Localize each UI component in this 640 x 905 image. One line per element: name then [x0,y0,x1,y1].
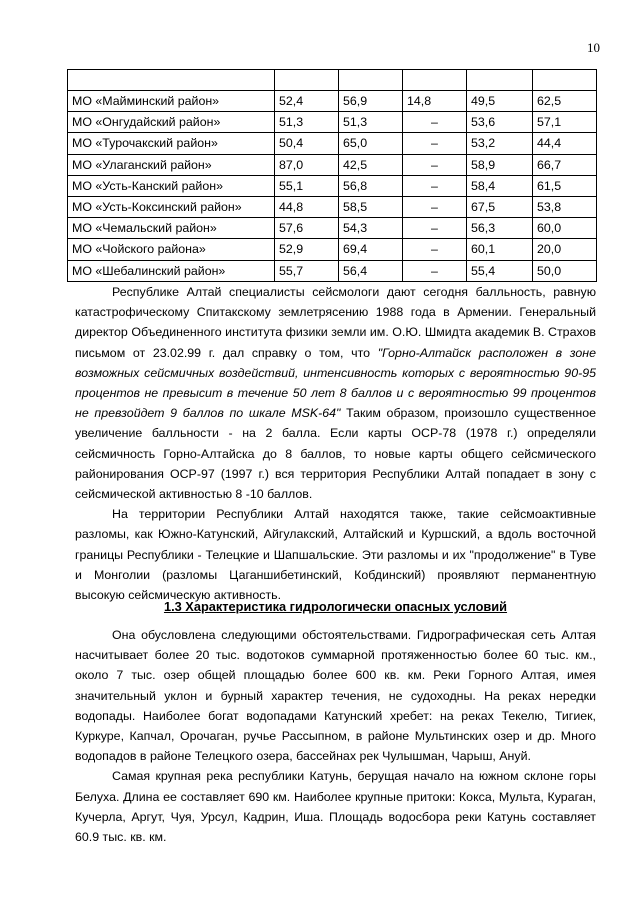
table-row [68,91,597,112]
header-cell [403,70,467,91]
value-cell: 44,8 [275,196,339,217]
value-cell: – [403,260,467,281]
value-cell: 44,4 [533,133,597,154]
table-row [68,218,597,239]
value-cell: 55,1 [275,175,339,196]
value-cell: 49,5 [467,91,533,112]
value-cell: – [403,196,467,217]
value-cell: 58,4 [467,175,533,196]
table-row [68,175,597,196]
value-cell: 55,4 [467,260,533,281]
district-name-cell: МО «Майминский район» [68,91,275,112]
paragraph-katun-river: Самая крупная река республики Катунь, берущая начало на южном склоне горы Белуха. Длина ее составляет 690 км. Наиболее крупные притоки: Кокса, Мульта, Кураган, Кучерла, Аргут, Чуя, Урсул, Кадрин, Иша. Площадь водосбора реки Катунь составляет 60.9 тыс. кв. км. [75,769,596,845]
district-name-cell: МО «Улаганский район» [68,154,275,175]
page-number: 10 [587,40,600,55]
value-cell: 51,3 [275,112,339,133]
value-cell: 53,8 [533,196,597,217]
value-cell: – [403,239,467,260]
header-cell [339,70,403,91]
value-cell: 57,1 [533,112,597,133]
seismic-section-text [75,282,596,605]
header-cell [533,70,597,91]
table-row [68,260,597,281]
district-name-cell: МО «Шебалинский район» [68,260,275,281]
value-cell: 69,4 [339,239,403,260]
paragraph-text: Таким образом, произошло существенное увеличение балльности - на 2 балла. Если карты ОСР-78 (1978 г.) определяли сейсмичность Горно-Алтайска до 8 баллов, то новые карты общего сейсмического районирования ОСР-97 (1997 г.) вся территория Республики Алтай попадает в зону с сейсмической активностью 8 -10 баллов. [75,406,596,502]
table-row [68,154,597,175]
district-name-cell: МО «Чемальский район» [68,218,275,239]
value-cell: – [403,175,467,196]
paragraph-hydrographic-network: Она обусловлена следующими обстоятельствами. Гидрографическая сеть Алтая насчитывает более 20 тыс. водотоков суммарной протяженностью более 60 тыс. км., около 7 тыс. озер общей площадью более 600 кв. км. Реки Горного Алтая, имея значительный уклон и бурный характер течения, не судоходны. На реках нередки водопады. Наиболее богат водопадами Катунский хребет: на реках Текелю, Тигиек, Куркуре, Капчал, Орочаган, ручье Рассыпном, в районе Мультинских озер и др. Много водопадов в районе Телецкого озера, бассейнах рек Чулышман, Чарыш, Ануй. [75,628,596,764]
value-cell: 51,3 [339,112,403,133]
hydrology-section-text [75,625,596,847]
value-cell: 53,6 [467,112,533,133]
table-header-row [68,70,597,91]
value-cell: – [403,133,467,154]
table-row [68,239,597,260]
value-cell: 56,3 [467,218,533,239]
value-cell: 66,7 [533,154,597,175]
table-row [68,112,597,133]
district-name-cell: МО «Усть-Канский район» [68,175,275,196]
value-cell: 61,5 [533,175,597,196]
value-cell: 56,4 [339,260,403,281]
value-cell: 50,0 [533,260,597,281]
table-row [68,133,597,154]
district-name-cell: МО «Турочакский район» [68,133,275,154]
value-cell: 20,0 [533,239,597,260]
value-cell: 60,1 [467,239,533,260]
header-cell [275,70,339,91]
value-cell: 50,4 [275,133,339,154]
paragraph-text: Республике Алтай специалисты сейсмологи дают сегодня балльность, равную катастрофическому Спитакскому землетрясению 1988 года в Армении. Генеральный директор Объединенного института физики земли им. О.Ю. Шмидта академик В. Страхов письмом от 23.02.99 г. дал справку о том, что [75,285,596,360]
value-cell: 42,5 [339,154,403,175]
value-cell: 53,2 [467,133,533,154]
paragraph-fault-zones: На территории Республики Алтай находятся также, такие сейсмоактивные разломы, как Южно-Катунский, Айгулакский, Алтайский и Куршский, а вдоль восточной границы Республики - Телецкие и Шапшальские. Эти разломы и их "продолжение" в Туве и Монголии (разломы Цаганшибетинский, Кобдинский) проявляют перманентную высокую сейсмическую активность. [75,507,596,603]
value-cell: – [403,112,467,133]
value-cell: 58,5 [339,196,403,217]
section-heading: 1.3 Характеристика гидрологически опасных условий [163,599,508,614]
value-cell: 52,9 [275,239,339,260]
value-cell: 62,5 [533,91,597,112]
header-cell [467,70,533,91]
value-cell: 67,5 [467,196,533,217]
value-cell: 54,3 [339,218,403,239]
value-cell: 56,8 [339,175,403,196]
header-cell [68,70,275,91]
value-cell: 87,0 [275,154,339,175]
paragraph-seismic-intensity [75,282,596,504]
value-cell: – [403,218,467,239]
value-cell: 65,0 [339,133,403,154]
table-row [68,196,597,217]
district-name-cell: МО «Чойского района» [68,239,275,260]
value-cell: – [403,154,467,175]
value-cell: 58,9 [467,154,533,175]
value-cell: 56,9 [339,91,403,112]
value-cell: 52,4 [275,91,339,112]
quotation-text: "Горно-Алтайск расположен в зоне возможных сейсмичных воздействий, интенсивность которых с вероятностью 90-95 процентов не превысит в течение 50 лет 8 баллов и с вероятностью 99 процентов не превзойдет 9 баллов по шкале MSK-64" [75,345,596,421]
district-name-cell: МО «Онгудайский район» [68,112,275,133]
value-cell: 60,0 [533,218,597,239]
data-table [67,69,597,282]
value-cell: 57,6 [275,218,339,239]
district-name-cell: МО «Усть-Коксинский район» [68,196,275,217]
value-cell: 55,7 [275,260,339,281]
value-cell: 14,8 [403,91,467,112]
